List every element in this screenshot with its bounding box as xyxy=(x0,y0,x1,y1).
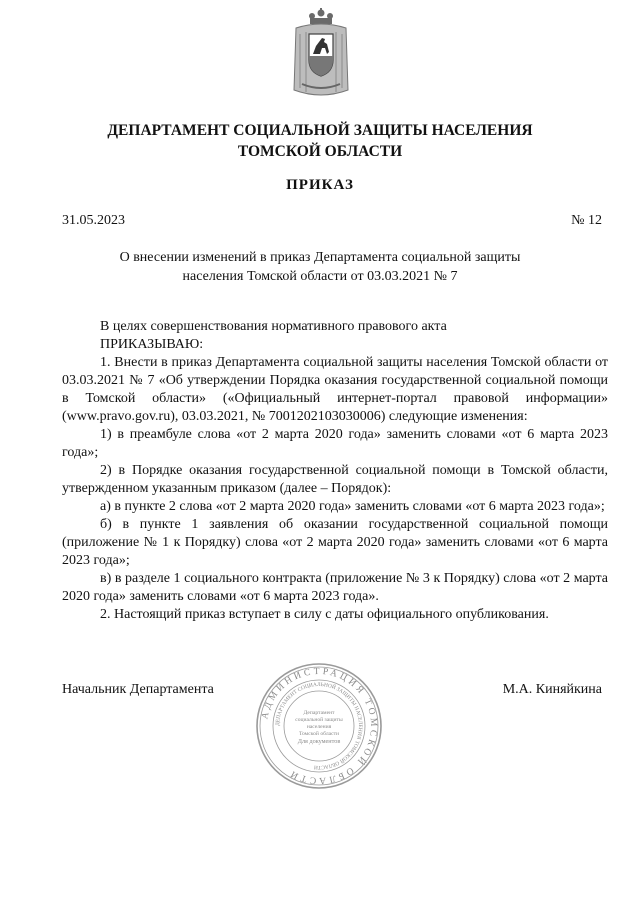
signatory-name: М.А. Киняйкина xyxy=(502,682,602,697)
seal-center-line5: Для документов xyxy=(297,738,341,745)
seal-center-line4: Томской области xyxy=(298,731,340,737)
official-seal-icon xyxy=(255,662,383,790)
department-name-line2: ТОМСКОЙ ОБЛАСТИ xyxy=(237,143,403,160)
body-paragraph-item1-1: 1) в преамбуле слова «от 2 марта 2020 года» заменить словами «от 6 марта 2023 года»; xyxy=(62,427,608,460)
seal-center-line3: населения xyxy=(306,724,332,730)
document-body xyxy=(62,318,608,624)
signatory-position: Начальник Департамента xyxy=(62,682,214,697)
body-paragraph-item1: 1. Внести в приказ Департамента социальной защиты населения Томской области от 03.03.2021 № 7 «Об утверждении Порядка оказания государственной социальной помощи в Томской области» («Официальный интернет-портал правовой информации» (www.pravo.gov.ru), 03.03.2021, № 7001202103030006) следующие изменения: xyxy=(62,355,608,424)
body-paragraph-item1-2v: в) в разделе 1 социального контракта (приложение № 3 к Порядку) слова «от 2 марта 2020 года» заменить словами «от 6 марта 2023 года». xyxy=(62,571,608,604)
subject-line2: населения Томской области от 03.03.2021 № 7 xyxy=(182,269,458,284)
body-paragraph-item2: 2. Настоящий приказ вступает в силу с даты официального опубликования. xyxy=(100,607,549,622)
department-name xyxy=(40,120,600,162)
coat-of-arms-icon xyxy=(292,8,350,100)
body-paragraph-item1-2a: а) в пункте 2 слова «от 2 марта 2020 года» заменить словами «от 6 марта 2023 года»; xyxy=(100,499,605,514)
seal-ring-text: ДЕПАРТАМЕНТ СОЦИАЛЬНОЙ ЗАЩИТЫ НАСЕЛЕНИЯ ТОМСКОЙ ОБЛАСТИ xyxy=(274,681,364,771)
seal-outer-text: АДМИНИСТРАЦИЯ ТОМСКОЙ ОБЛАСТИ xyxy=(260,666,379,786)
document-number: № 12 xyxy=(571,213,602,228)
seal-center-line2: социальной защиты xyxy=(295,717,343,723)
document-date: 31.05.2023 xyxy=(62,213,125,228)
body-paragraph-item1-2: 2) в Порядке оказания государственной социальной помощи в Томской области, утвержденном указанным приказом (далее – Порядок): xyxy=(62,463,608,496)
document-subject xyxy=(90,248,550,286)
seal-center-line1: Департамент xyxy=(303,710,335,716)
body-paragraph-preamble: В целях совершенствования нормативного правового акта xyxy=(100,319,447,334)
body-paragraph-order: ПРИКАЗЫВАЮ: xyxy=(100,337,204,352)
document-type: ПРИКАЗ xyxy=(286,177,354,193)
department-name-line1: ДЕПАРТАМЕНТ СОЦИАЛЬНОЙ ЗАЩИТЫ НАСЕЛЕНИЯ xyxy=(107,122,533,139)
body-paragraph-item1-2b: б) в пункте 1 заявления об оказании государственной социальной помощи (приложение № 1 к Порядку) слова «от 2 марта 2020 года» заменить словами «от 6 марта 2023 года»; xyxy=(62,517,608,568)
subject-line1: О внесении изменений в приказ Департамента социальной защиты xyxy=(119,250,521,265)
